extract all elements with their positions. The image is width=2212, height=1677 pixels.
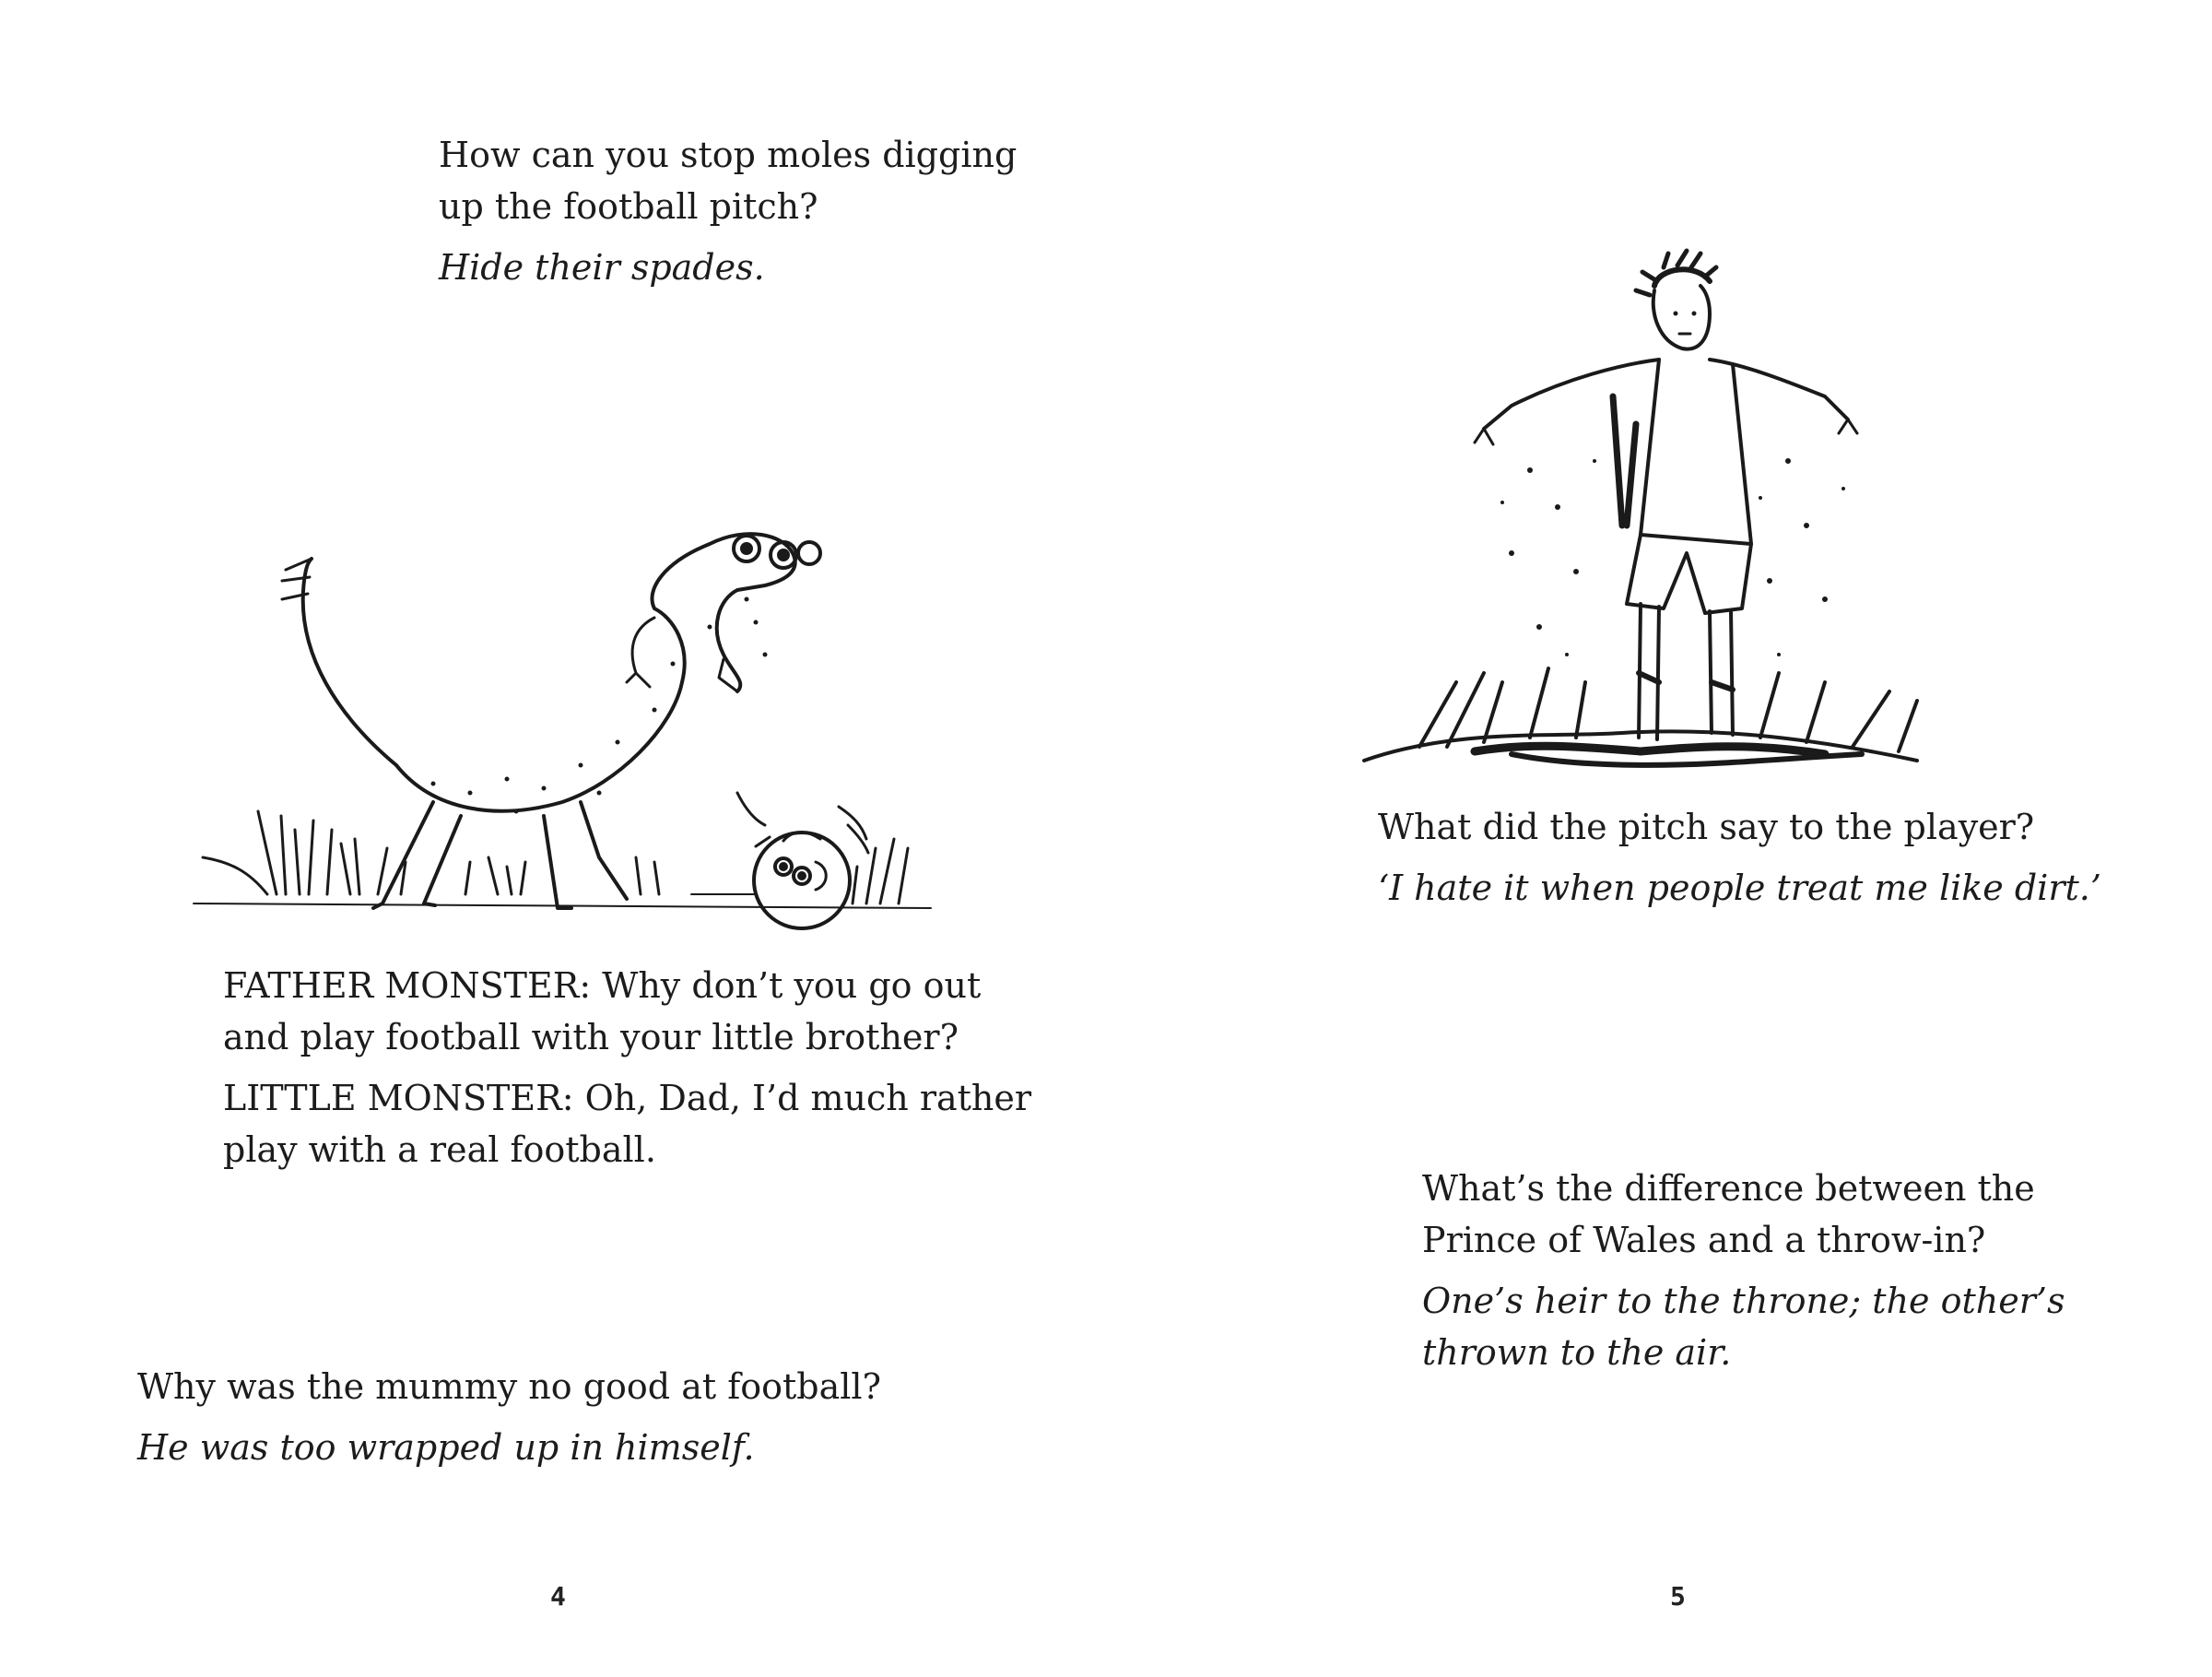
page-number: 5 bbox=[1670, 1581, 1686, 1612]
page-number: 4 bbox=[550, 1581, 566, 1612]
joke-question: What’s the difference between the bbox=[1422, 1168, 2035, 1209]
joke-question: Why was the mummy no good at football? bbox=[137, 1366, 881, 1407]
boy-shirt bbox=[1484, 360, 1848, 429]
joke-answer: Hide their spades. bbox=[439, 247, 765, 288]
monster-body bbox=[396, 534, 795, 811]
boy-head bbox=[1653, 286, 1710, 349]
joke-pitch bbox=[1378, 801, 2101, 914]
joke-answer: thrown to the air. bbox=[1422, 1332, 1732, 1373]
boy-illustration bbox=[1346, 249, 2009, 802]
joke-question: What did the pitch say to the player? bbox=[1378, 807, 2035, 847]
monster-illustration bbox=[194, 498, 931, 940]
joke-mummy bbox=[137, 1361, 881, 1473]
boy-leg bbox=[1710, 610, 1733, 735]
joke-moles bbox=[439, 129, 1017, 293]
joke-dialogue-line: LITTLE MONSTER: Oh, Dad, I’d much rather bbox=[223, 1078, 1032, 1118]
joke-dialogue-line: and play football with your little brother? bbox=[223, 1017, 959, 1057]
joke-monster bbox=[223, 960, 1031, 1175]
right-page bbox=[1106, 0, 2212, 1677]
joke-dialogue-line: play with a real football. bbox=[223, 1129, 656, 1170]
monster-tail bbox=[303, 559, 396, 765]
joke-answer: He was too wrapped up in himself. bbox=[137, 1427, 755, 1468]
monster-leg bbox=[373, 802, 433, 908]
joke-answer: ‘I hate it when people treat me like dirt.’ bbox=[1378, 868, 2101, 908]
joke-answer: One’s heir to the throne; the other’s bbox=[1422, 1281, 2065, 1321]
joke-question: Prince of Wales and a throw-in? bbox=[1422, 1220, 1986, 1260]
boy-shorts bbox=[1627, 535, 1751, 613]
joke-question: up the football pitch? bbox=[439, 186, 818, 227]
joke-dialogue-line: FATHER MONSTER: Why don’t you go out bbox=[223, 965, 982, 1006]
monster-leg bbox=[544, 816, 571, 908]
joke-question: How can you stop moles digging bbox=[439, 135, 1018, 175]
joke-prince bbox=[1422, 1163, 2065, 1378]
